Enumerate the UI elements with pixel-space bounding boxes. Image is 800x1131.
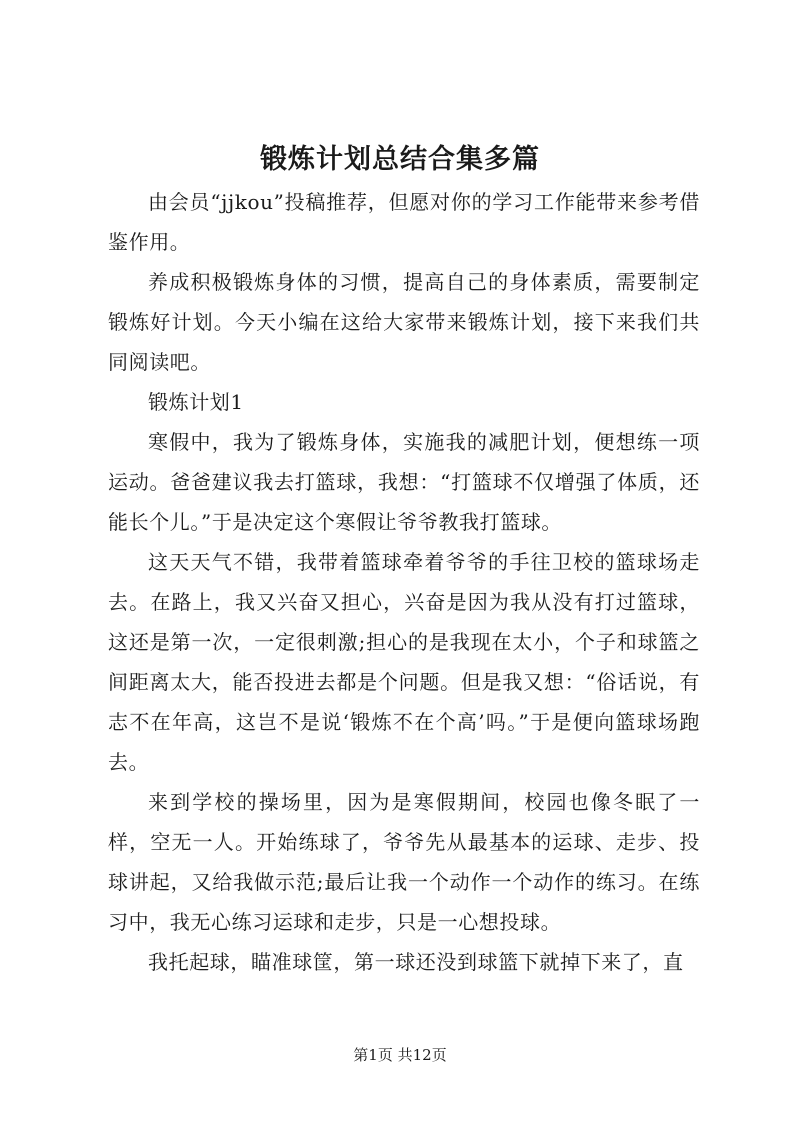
paragraph: 这天天气不错，我带着篮球牵着爷爷的手往卫校的篮球场走去。在路上，我又兴奋又担心，兴奋是因为我从没有打过篮球，这还是第一次，一定很刺激;担心的是我现在太小，个子和球篮之间距离太大，能否投进去都是个问题。但是我又想：“俗话说，有志不在年高，这岂不是说‘锻炼不在个高’吗。”于是便向篮球场跑去。 bbox=[108, 550, 700, 774]
paragraph: 我托起球，瞄准球筐，第一球还没到球篮下就掉下来了，直 bbox=[148, 950, 684, 974]
paragraph: 寒假中，我为了锻炼身体，实施我的减肥计划，便想练一项运动。爸爸建议我去打篮球，我想：“打篮球不仅增强了体质，还能长个儿。”于是决定这个寒假让爷爷教我打篮球。 bbox=[108, 430, 700, 534]
paragraph: 由会员“jjkou”投稿推荐，但愿对你的学习工作能带来参考借鉴作用。 bbox=[108, 190, 700, 254]
document-body bbox=[108, 182, 700, 982]
document-title: 锻炼计划总结合集多篇 bbox=[260, 144, 540, 175]
paragraph: 来到学校的操场里，因为是寒假期间，校园也像冬眠了一样，空无一人。开始练球了，爷爷先从最基本的运球、走步、投球讲起，又给我做示范;最后让我一个动作一个动作的练习。在练习中，我无心练习运球和走步，只是一心想投球。 bbox=[108, 790, 700, 934]
page-footer: 第1页 共12页 bbox=[353, 1046, 447, 1064]
section-heading: 锻炼计划1 bbox=[148, 390, 244, 414]
paragraph: 养成积极锻炼身体的习惯，提高自己的身体素质，需要制定锻炼好计划。今天小编在这给大家带来锻炼计划，接下来我们共同阅读吧。 bbox=[108, 270, 700, 374]
